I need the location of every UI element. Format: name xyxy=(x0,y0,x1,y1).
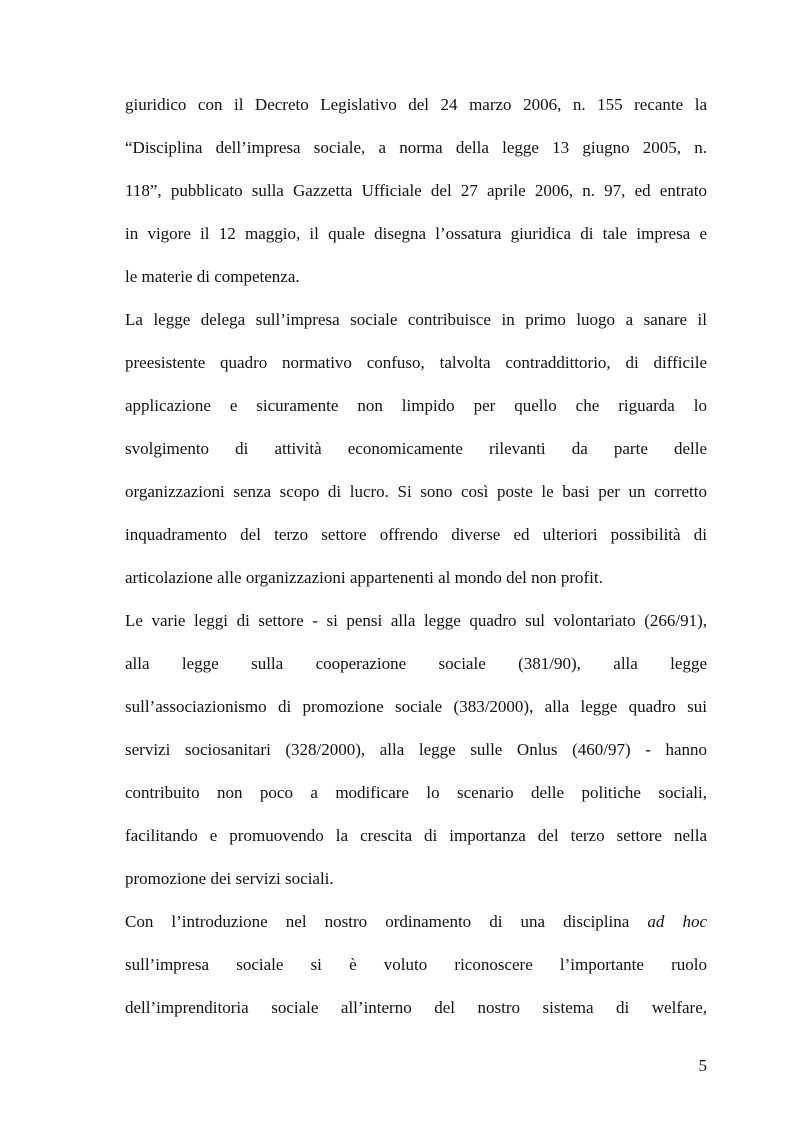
text-line: in vigore il 12 maggio, il quale disegna l’ossatura giuridica di tale impresa e xyxy=(125,224,707,243)
text-line: svolgimento di attività economicamente rilevanti da parte delle xyxy=(125,439,707,458)
text-line: preesistente quadro normativo confuso, talvolta contraddittorio, di difficile xyxy=(125,353,707,372)
text-line: organizzazioni senza scopo di lucro. Si sono così poste le basi per un corretto xyxy=(125,482,707,501)
text-line: La legge delega sull’impresa sociale contribuisce in primo luogo a sanare il xyxy=(125,310,707,329)
text-line: 118”, pubblicato sulla Gazzetta Ufficiale del 27 aprile 2006, n. 97, ed entrato xyxy=(125,181,707,200)
text-line: articolazione alle organizzazioni appartenenti al mondo del non profit. xyxy=(125,568,603,587)
text-line xyxy=(125,911,707,933)
text-line: promozione dei servizi sociali. xyxy=(125,869,334,888)
italic-text: ad hoc xyxy=(647,912,708,931)
text-line: alla legge sulla cooperazione sociale (381/90), alla legge xyxy=(125,654,707,673)
text-line: facilitando e promuovendo la crescita di importanza del terzo settore nella xyxy=(125,826,707,845)
text-line: inquadramento del terzo settore offrendo diverse ed ulteriori possibilità di xyxy=(125,525,707,544)
text-line: servizi sociosanitari (328/2000), alla legge sulle Onlus (460/97) - hanno xyxy=(125,740,707,759)
text-line: le materie di competenza. xyxy=(125,267,300,286)
text-line: dell’imprenditoria sociale all’interno del nostro sistema di welfare, xyxy=(125,998,707,1017)
text-line: “Disciplina dell’impresa sociale, a norma della legge 13 giugno 2005, n. xyxy=(125,138,707,157)
page-number: 5 xyxy=(698,1056,707,1075)
text-segment: Con l’introduzione nel nostro ordinamento di una disciplina xyxy=(125,912,648,931)
text-line: sull’impresa sociale si è voluto riconoscere l’importante ruolo xyxy=(125,955,707,974)
text-line: sull’associazionismo di promozione sociale (383/2000), alla legge quadro sui xyxy=(125,697,707,716)
text-line: contribuito non poco a modificare lo scenario delle politiche sociali, xyxy=(125,783,707,802)
text-line: giuridico con il Decreto Legislativo del 24 marzo 2006, n. 155 recante la xyxy=(125,95,707,114)
text-line: applicazione e sicuramente non limpido per quello che riguarda lo xyxy=(125,396,707,415)
text-line: Le varie leggi di settore - si pensi alla legge quadro sul volontariato (266/91), xyxy=(125,611,707,630)
